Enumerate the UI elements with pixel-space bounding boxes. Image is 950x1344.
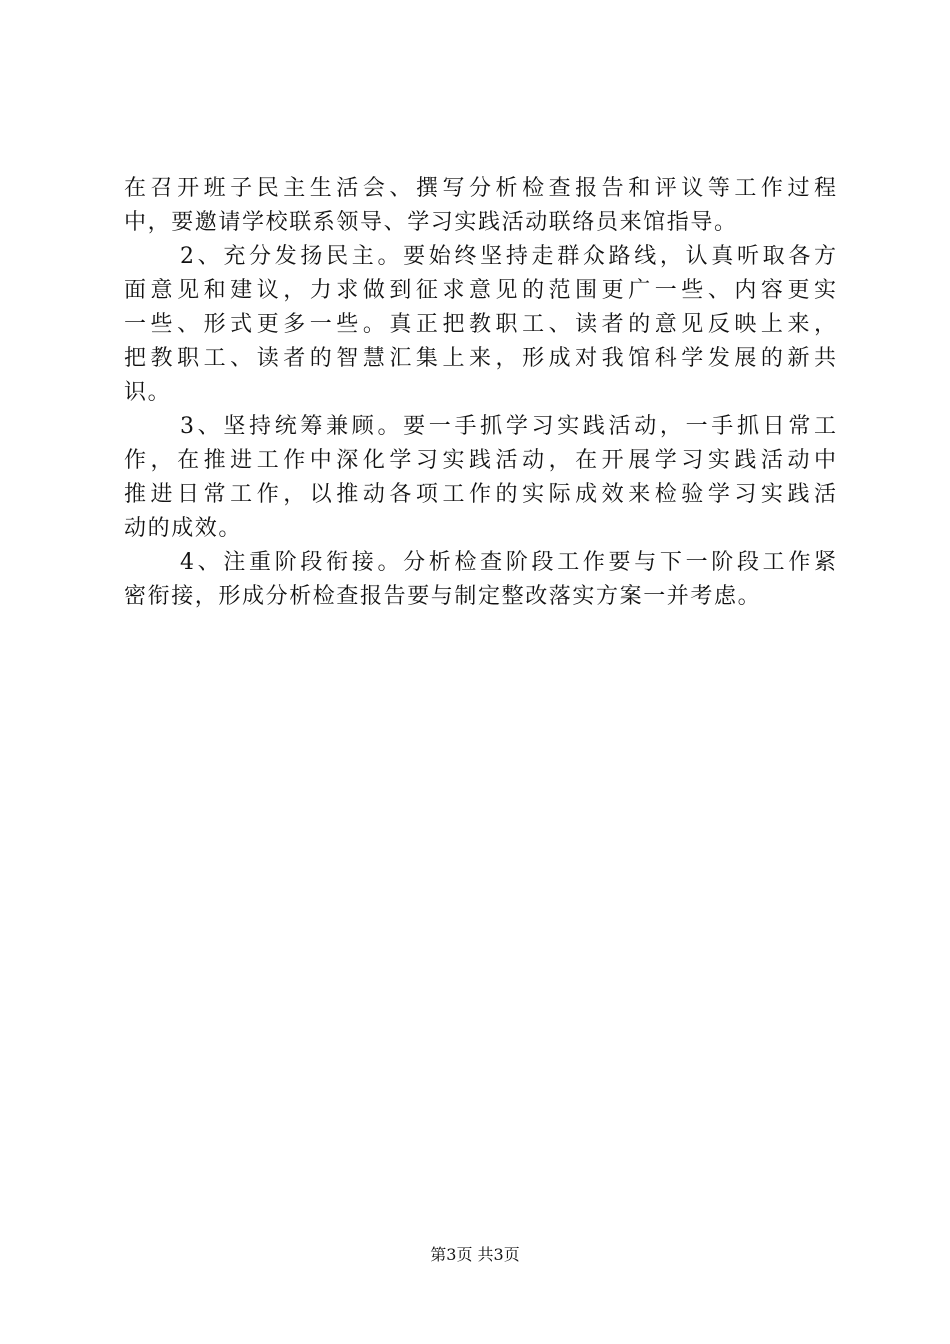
paragraph-2-line-1: 2、充分发扬民主。要始终坚持走群众路线，认真听取各方: [180, 244, 836, 269]
paragraph-2: [124, 240, 836, 410]
paragraph-1-line-1: 在召开班子民主生活会、撰写分析检查报告和评议等工作过程: [124, 176, 836, 201]
document-body: [124, 172, 836, 614]
paragraph-2-line-3: 一些、形式更多一些。真正把教职工、读者的意见反映上来，: [124, 312, 836, 337]
paragraph-3-line-2: 作，在推进工作中深化学习实践活动，在开展学习实践活动中: [124, 448, 836, 473]
paragraph-3-line-3: 推进日常工作，以推动各项工作的实际成效来检验学习实践活: [124, 482, 836, 507]
paragraph-1: [124, 172, 836, 240]
paragraph-3-line-4: 动的成效。: [124, 516, 243, 541]
paragraph-4-line-2: 密衔接，形成分析检查报告要与制定整改落实方案一并考虑。: [124, 584, 762, 609]
paragraph-3-line-1: 3、坚持统筹兼顾。要一手抓学习实践活动，一手抓日常工: [180, 414, 836, 439]
paragraph-4: [124, 546, 836, 614]
paragraph-4-line-1: 4、注重阶段衔接。分析检查阶段工作要与下一阶段工作紧: [180, 550, 836, 575]
paragraph-2-line-5: 识。: [124, 380, 172, 405]
page-footer: 第3页 共3页: [430, 1245, 520, 1264]
paragraph-2-line-4: 把教职工、读者的智慧汇集上来，形成对我馆科学发展的新共: [124, 346, 836, 371]
paragraph-2-line-2: 面意见和建议，力求做到征求意见的范围更广一些、内容更实: [124, 278, 836, 303]
paragraph-1-line-2: 中，要邀请学校联系领导、学习实践活动联络员来馆指导。: [124, 210, 738, 235]
paragraph-3: [124, 410, 836, 546]
